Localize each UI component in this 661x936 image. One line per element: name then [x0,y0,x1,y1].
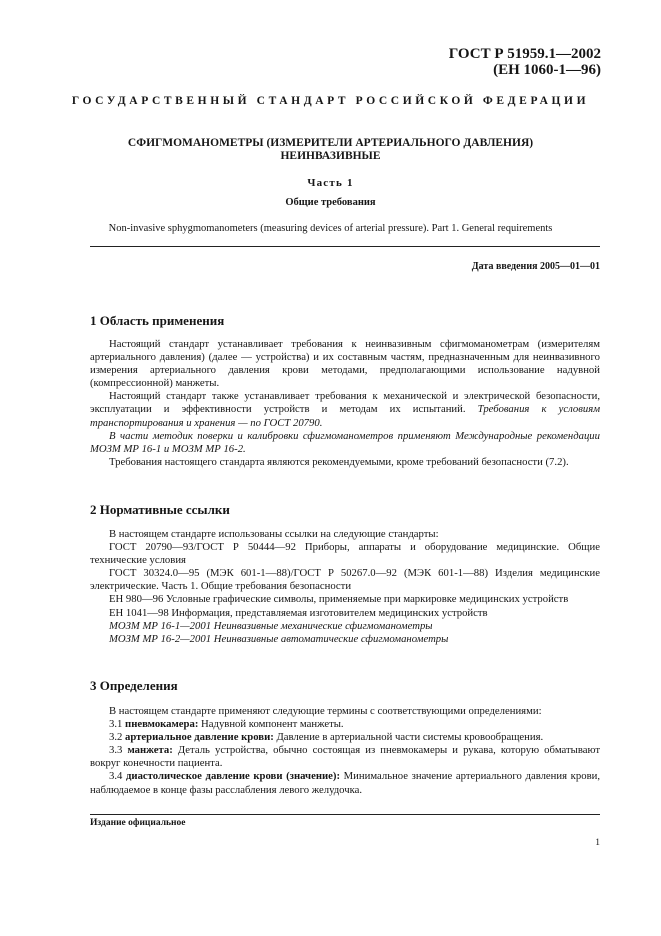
page-number: 1 [595,838,600,848]
reference-item: ЕН 980—96 Условные графические символы, применяемые при маркировке медицинских устройств [109,593,569,606]
definition-number: 3.4 [109,770,123,783]
definition-text: Надувной компонент манжеты. [201,718,344,731]
definition-text: Минимальное значение артериального давления крови, наблюдаемое в конце фазы расслабления левого желудочка. [90,770,601,796]
definition-item [90,744,600,770]
reference-item: ГОСТ 30324.0—95 (МЭК 601-1—88)/ГОСТ Р 50267.0—92 (МЭК 601-1—88) Изделия медицинские электрические. Часть 1. Общие требования безопасности [90,567,600,593]
part-subtitle: Общие требования [285,197,376,208]
section-3-heading: 3 Определения [90,678,178,693]
section-1-body [90,338,600,469]
definition-item [90,731,600,744]
reference-item: МОЗМ МР 16-1—2001 Неинвазивные механические сфигмоманометры [109,619,433,632]
definition-number: 3.2 [109,731,123,744]
paragraph-italic-text: Требования к условиям транспортирования и хранения — по ГОСТ 20790. [90,403,601,429]
definition-term: артериальное давление крови: [125,731,274,744]
definition-item [90,718,600,731]
section-2-body [90,528,600,646]
part-label: Часть 1 [307,177,354,189]
definition-item [90,770,600,796]
title-line-2: НЕИНВАЗИВНЫЕ [280,150,381,162]
standard-code [449,46,601,78]
reference-item: ЕН 1041—98 Информация, представляемая изготовителем медицинских устройств [109,606,488,619]
paragraph [90,390,600,429]
paragraph: Настоящий стандарт устанавливает требования к неинвазивным сфигмоманометрам (измерителям артериального давления) (далее — устройства) и их составным частям, предназначенным для неинвазивного измерения артериального давления крови методами, предполагающими использование надувной (компрессионной) манжеты. [90,338,600,390]
definition-number: 3.1 [109,718,123,731]
paragraph-text: Настоящий стандарт также устанавливает требования к механической и электрической безопасности, эксплуатации и эффективности устройств и методам их испытаний. [90,390,600,416]
standard-title [90,137,571,163]
paragraph: В настоящем стандарте применяют следующие термины с соответствующими определениями: [109,705,542,717]
definition-term: диастолическое давление крови (значение): [126,770,341,783]
definition-term: пневмокамера: [125,718,199,731]
section-3-body [90,705,600,797]
reference-item: МОЗМ МР 16-2—2001 Неинвазивные автоматические сфигмоманометры [109,632,449,645]
official-edition-label: Издание официальное [90,818,186,828]
introduction-date: Дата введения 2005—01—01 [471,261,600,272]
paragraph: Требования настоящего стандарта являются рекомендуемыми, кроме требований безопасности (7.2). [109,455,569,468]
definition-text: Давление в артериальной части системы кровообращения. [276,731,544,744]
gost-number: ГОСТ Р 51959.1—2002 [448,46,601,62]
en-number: (ЕН 1060-1—96) [493,62,601,78]
definition-number: 3.3 [109,744,123,757]
header-divider [90,246,600,247]
definition-term: манжета: [127,744,173,757]
reference-item: ГОСТ 20790—93/ГОСТ Р 50444—92 Приборы, аппараты и оборудование медицинские. Общие технические условия [90,541,600,567]
definition-text: Деталь устройства, обычно состоящая из пневмокамеры и рукава, которую обматывают вокруг конечности пациента. [90,744,601,770]
english-title: Non-invasive sphygmomanometers (measuring devices of arterial pressure). Part 1. General requirements [108,223,553,234]
title-line-1: СФИГМОМАНОМЕТРЫ (ИЗМЕРИТЕЛИ АРТЕРИАЛЬНОГО ДАВЛЕНИЯ) [127,137,534,149]
footer-divider [90,814,600,815]
paragraph: В настоящем стандарте использованы ссылки на следующие стандарты: [109,528,439,540]
section-2-heading: 2 Нормативные ссылки [90,502,230,517]
state-standard-heading: ГОСУДАРСТВЕННЫЙ СТАНДАРТ РОССИЙСКОЙ ФЕДЕРАЦИИ [71,95,590,107]
paragraph-italic: В части методик поверки и калибровки сфигмоманометров применяют Международные рекомендации МОЗМ МР 16-1 и МОЗМ МР 16-2. [90,429,600,455]
section-1-heading: 1 Область применения [90,313,225,328]
